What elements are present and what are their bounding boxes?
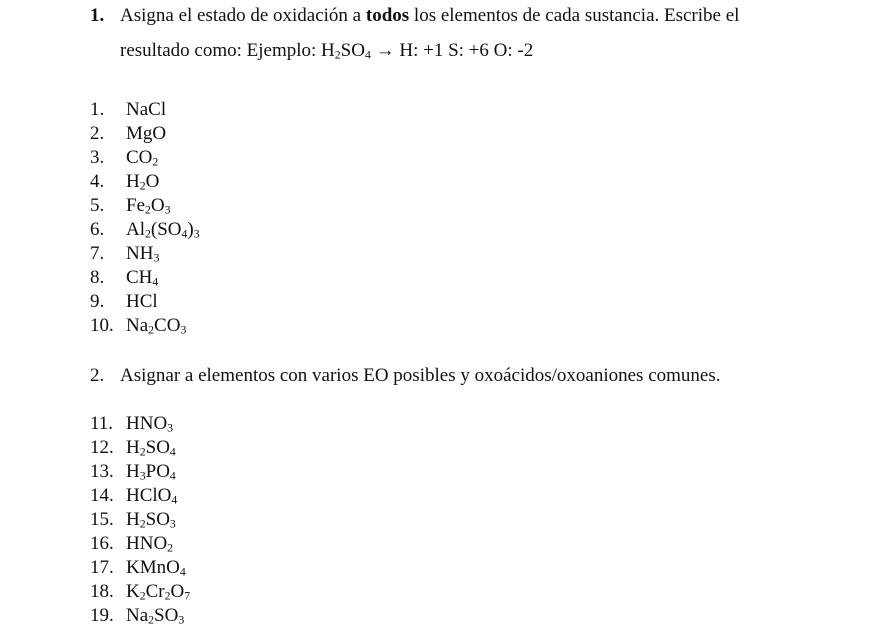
formula-text: CO: [126, 147, 153, 168]
subscript: 4: [169, 469, 176, 483]
chemical-formula: [126, 533, 173, 554]
list-item: [90, 556, 190, 580]
item-number: 10.: [90, 315, 114, 336]
subscript: 2: [148, 613, 155, 627]
chemical-formula: [126, 437, 176, 458]
subscript: 4: [169, 445, 176, 459]
list-item: [90, 460, 190, 484]
formula-text: Cr: [145, 581, 165, 602]
question-1-instruction: [120, 4, 860, 28]
item-number: 3.: [90, 147, 105, 168]
chemical-formula: [126, 485, 177, 506]
item-number: 14.: [90, 485, 114, 506]
subscript: 3: [153, 251, 160, 265]
formula-text: HClO: [126, 485, 172, 506]
subscript: 2: [139, 517, 146, 531]
subscript: 4: [152, 275, 159, 289]
item-number: 4.: [90, 171, 105, 192]
subscript: 2: [148, 323, 155, 337]
chemical-formula: [126, 461, 176, 482]
chemical-formula: [126, 315, 186, 336]
list-item: [90, 290, 200, 314]
formula-text: (SO: [150, 219, 182, 240]
formula-text: H: [126, 461, 140, 482]
formula-text: HNO: [126, 413, 168, 434]
list-item: [90, 122, 200, 146]
list-item: [90, 484, 190, 508]
subscript: 4: [181, 227, 188, 241]
formula-text: SO: [145, 437, 170, 458]
formula-text: NaCl: [126, 99, 167, 120]
list-item: [90, 146, 200, 170]
list-item: [90, 436, 190, 460]
formula-text: Fe: [126, 195, 145, 216]
subscript: 2: [152, 155, 159, 169]
example-result: H: +1 S: +6 O: -2: [399, 40, 534, 61]
subscript: 4: [364, 48, 371, 62]
subscript: 2: [139, 589, 146, 603]
subscript: 3: [169, 517, 176, 531]
item-number: 2.: [90, 123, 105, 144]
chemical-formula: [126, 267, 158, 288]
question-2-instruction: Asignar a elementos con varios EO posibles y oxoácidos/oxoaniones comunes.: [120, 365, 721, 386]
chemical-formula: [126, 123, 166, 144]
subscript: 4: [171, 493, 178, 507]
formula-text: NH: [126, 243, 154, 264]
subscript: 2: [139, 179, 146, 193]
chemical-formula: [126, 147, 158, 168]
item-number: 13.: [90, 461, 114, 482]
chemical-formula: [126, 581, 190, 602]
list-item: [90, 98, 200, 122]
item-number: 16.: [90, 533, 114, 554]
formula-text: Na: [126, 605, 149, 626]
list-item: [90, 508, 190, 532]
subscript: 4: [179, 565, 186, 579]
instruction-text-end: los elementos de cada sustancia. Escribe el: [409, 5, 740, 26]
subscript: 3: [164, 203, 171, 217]
example-line: [120, 40, 533, 62]
item-number: 15.: [90, 509, 114, 530]
subscript: 2: [167, 541, 174, 555]
subscript: 2: [139, 445, 146, 459]
section-2-list: [90, 412, 190, 628]
formula-text: O: [170, 581, 185, 602]
chemical-formula: [126, 291, 158, 312]
formula-text: H: [126, 509, 140, 530]
formula-text: ): [187, 219, 194, 240]
list-item: [90, 170, 200, 194]
section-1-list: [90, 98, 200, 338]
chemical-formula: [126, 219, 200, 240]
formula-text: SO: [145, 509, 170, 530]
subscript: 3: [167, 421, 174, 435]
subscript: 7: [184, 589, 191, 603]
chemical-formula: [126, 171, 159, 192]
formula-text: Na: [126, 315, 149, 336]
question-2-number: 2.: [90, 365, 105, 386]
subscript: 3: [193, 227, 200, 241]
formula-text: KMnO: [126, 557, 180, 578]
list-item: [90, 412, 190, 436]
list-item: [90, 532, 190, 556]
subscript: 2: [164, 589, 171, 603]
formula-text: H: [126, 171, 140, 192]
item-number: 7.: [90, 243, 105, 264]
formula-text: O: [145, 171, 160, 192]
formula-text: HNO: [126, 533, 168, 554]
item-number: 6.: [90, 219, 105, 240]
question-1-number: 1.: [90, 5, 105, 26]
subscript: 3: [178, 613, 185, 627]
instruction-bold-word: todos: [365, 5, 410, 26]
example-formula: [321, 40, 371, 61]
example-intro: resultado como: Ejemplo:: [120, 40, 322, 61]
chemical-formula: [126, 99, 166, 120]
formula-text: SO: [340, 40, 365, 61]
formula-text: H: [321, 40, 335, 61]
instruction-text-start: Asigna el estado de oxidación a: [120, 5, 366, 26]
item-number: 9.: [90, 291, 105, 312]
formula-text: MgO: [126, 123, 167, 144]
formula-text: CH: [126, 267, 153, 288]
item-number: 12.: [90, 437, 114, 458]
formula-text: K: [126, 581, 140, 602]
chemical-formula: [126, 195, 171, 216]
formula-text: Al: [126, 219, 145, 240]
list-item: [90, 242, 200, 266]
list-item: [90, 266, 200, 290]
item-number: 8.: [90, 267, 105, 288]
subscript: 2: [145, 203, 151, 217]
list-item: [90, 314, 200, 338]
formula-text: HCl: [126, 291, 158, 312]
subscript: 2: [334, 48, 341, 62]
list-item: [90, 218, 200, 242]
subscript: 2: [145, 227, 151, 241]
item-number: 11.: [90, 413, 114, 434]
example-arrow: →: [370, 40, 400, 61]
formula-text: SO: [154, 605, 179, 626]
list-item: [90, 580, 190, 604]
item-number: 17.: [90, 557, 114, 578]
item-number: 1.: [90, 99, 105, 120]
formula-text: H: [126, 437, 140, 458]
item-number: 18.: [90, 581, 114, 602]
chemical-formula: [126, 509, 176, 530]
chemical-formula: [126, 605, 184, 626]
list-item: [90, 604, 190, 628]
subscript: 3: [180, 323, 187, 337]
formula-text: CO: [154, 315, 181, 336]
chemical-formula: [126, 413, 173, 434]
formula-text: O: [150, 195, 165, 216]
list-item: [90, 194, 200, 218]
item-number: 5.: [90, 195, 105, 216]
chemical-formula: [126, 557, 186, 578]
subscript: 3: [139, 469, 146, 483]
item-number: 19.: [90, 605, 114, 626]
chemical-formula: [126, 243, 159, 264]
formula-text: PO: [145, 461, 170, 482]
